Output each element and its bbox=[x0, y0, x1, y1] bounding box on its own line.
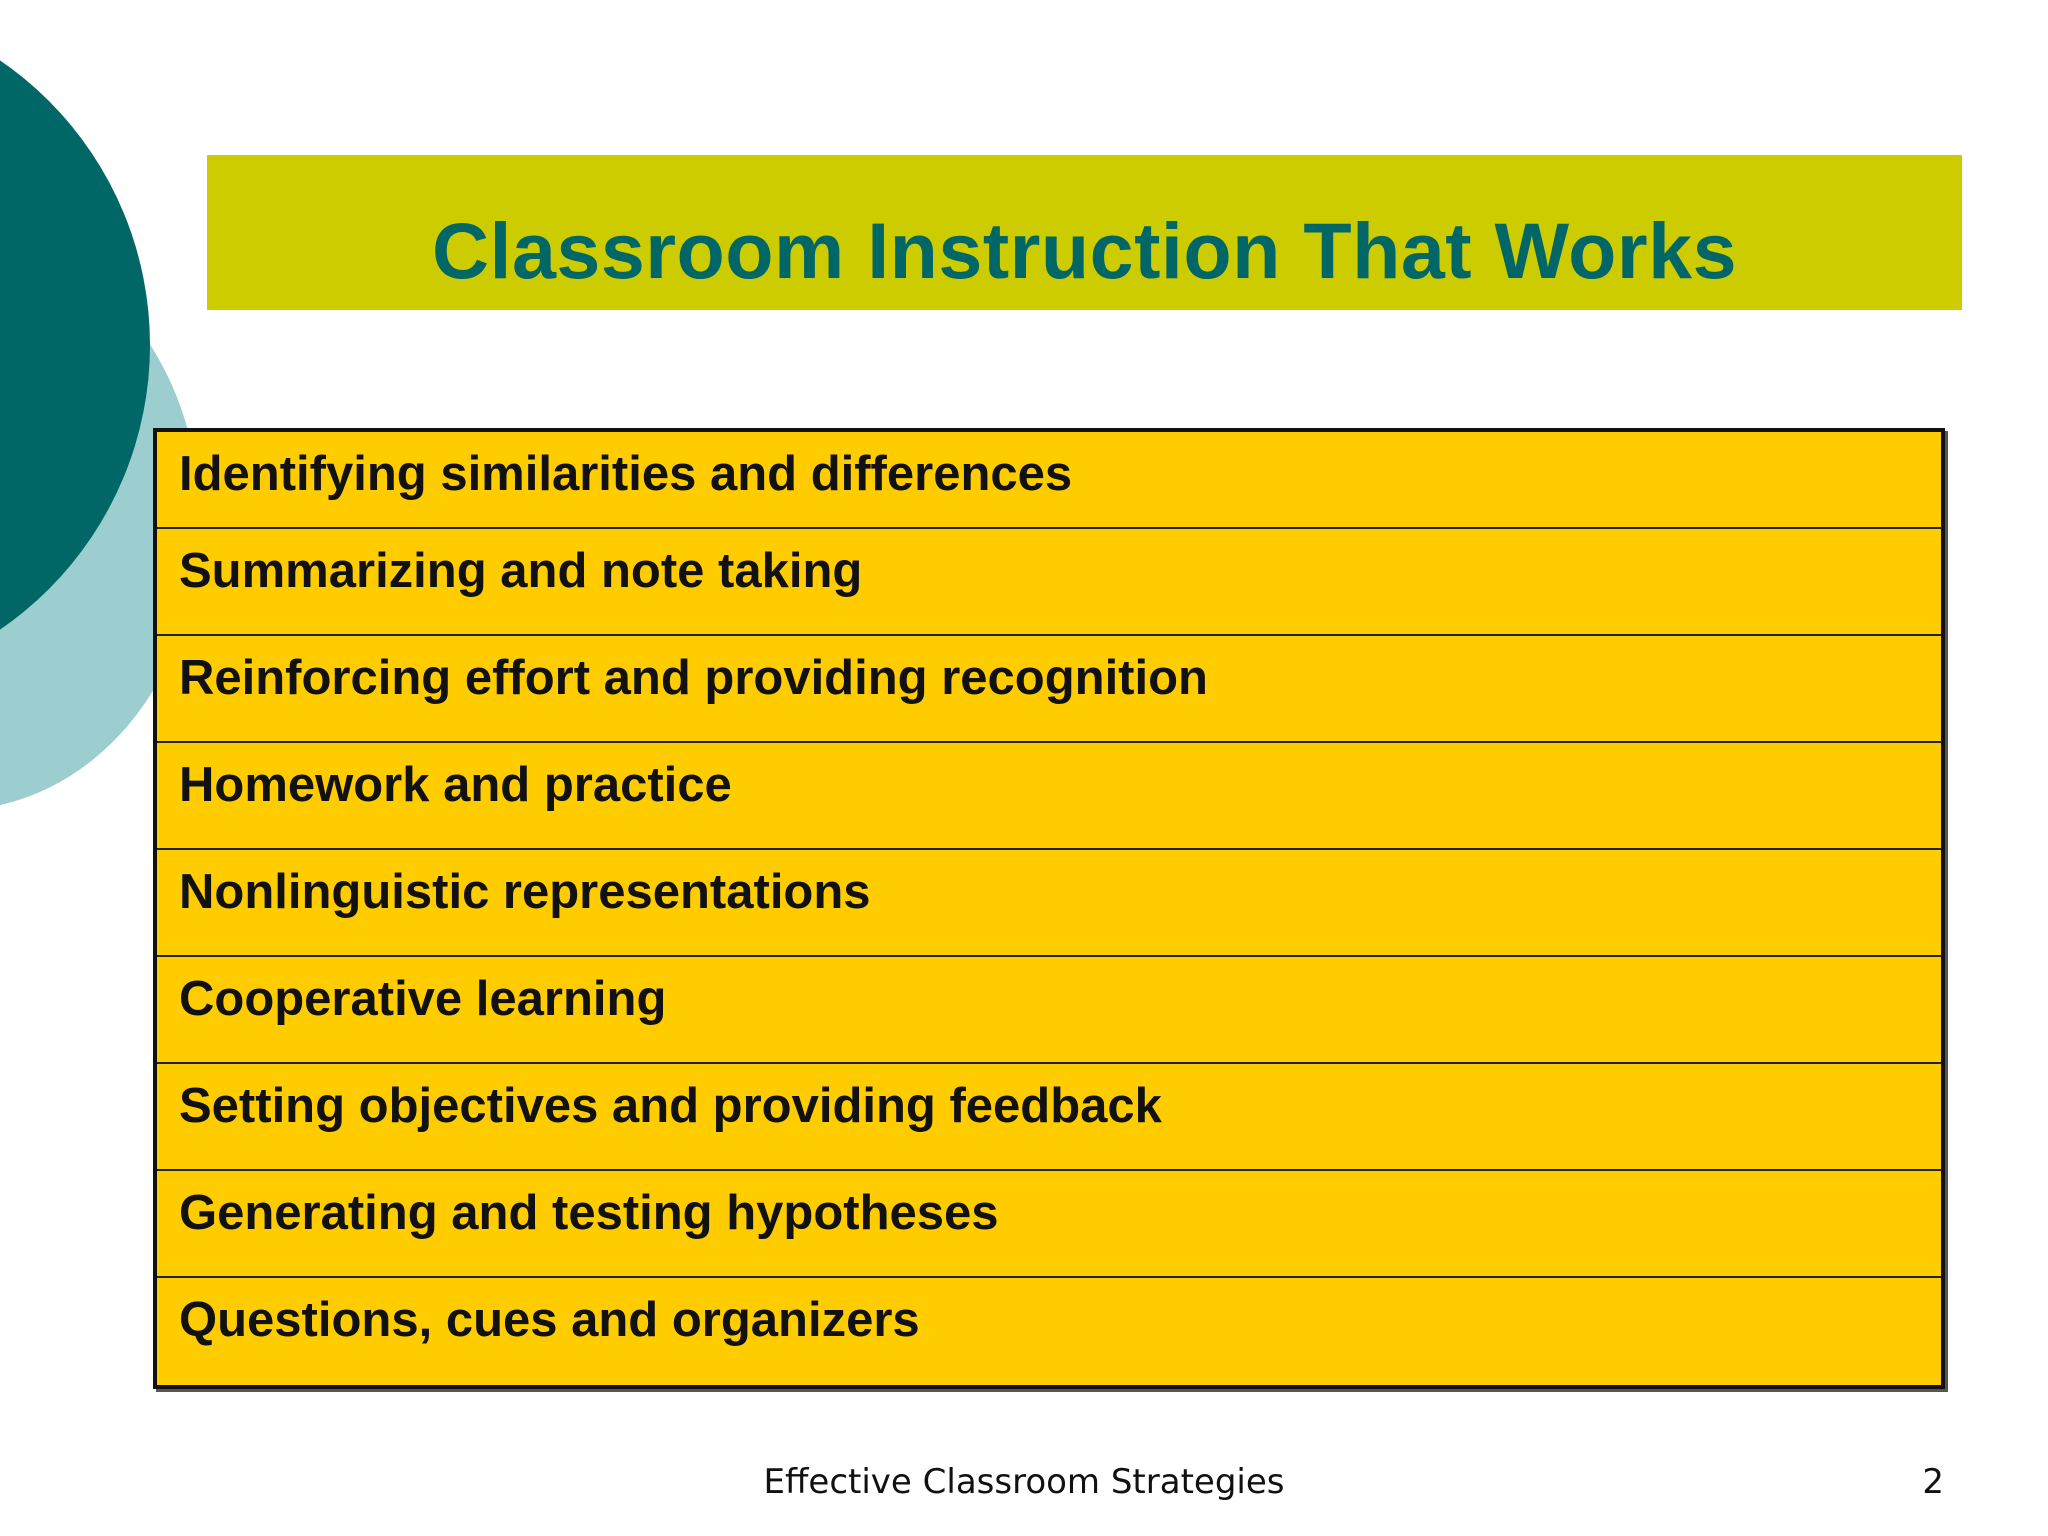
table-row bbox=[157, 957, 1941, 1064]
strategy-label: Reinforcing effort and providing recognition bbox=[179, 651, 1208, 705]
table-row bbox=[157, 1171, 1941, 1278]
strategy-label: Generating and testing hypotheses bbox=[179, 1186, 999, 1240]
strategy-table bbox=[153, 428, 1945, 1389]
table-row bbox=[157, 529, 1941, 636]
table-row bbox=[157, 1278, 1941, 1385]
title-band bbox=[207, 155, 1962, 310]
slide-title: Classroom Instruction That Works bbox=[431, 205, 1738, 295]
strategy-label: Summarizing and note taking bbox=[179, 544, 863, 598]
slide-footer: Effective Classroom Strategies bbox=[763, 1462, 1285, 1502]
strategy-label: Identifying similarities and differences bbox=[179, 447, 1073, 501]
table-row bbox=[157, 743, 1941, 850]
strategy-label: Cooperative learning bbox=[179, 972, 667, 1026]
table-row bbox=[157, 432, 1941, 529]
table-row bbox=[157, 850, 1941, 957]
page-number: 2 bbox=[1922, 1462, 1944, 1502]
strategy-label: Homework and practice bbox=[179, 758, 732, 812]
strategy-label: Nonlinguistic representations bbox=[179, 865, 871, 919]
strategy-label: Questions, cues and organizers bbox=[179, 1293, 920, 1347]
table-row bbox=[157, 636, 1941, 743]
table-row bbox=[157, 1064, 1941, 1171]
strategy-label: Setting objectives and providing feedback bbox=[179, 1079, 1162, 1133]
